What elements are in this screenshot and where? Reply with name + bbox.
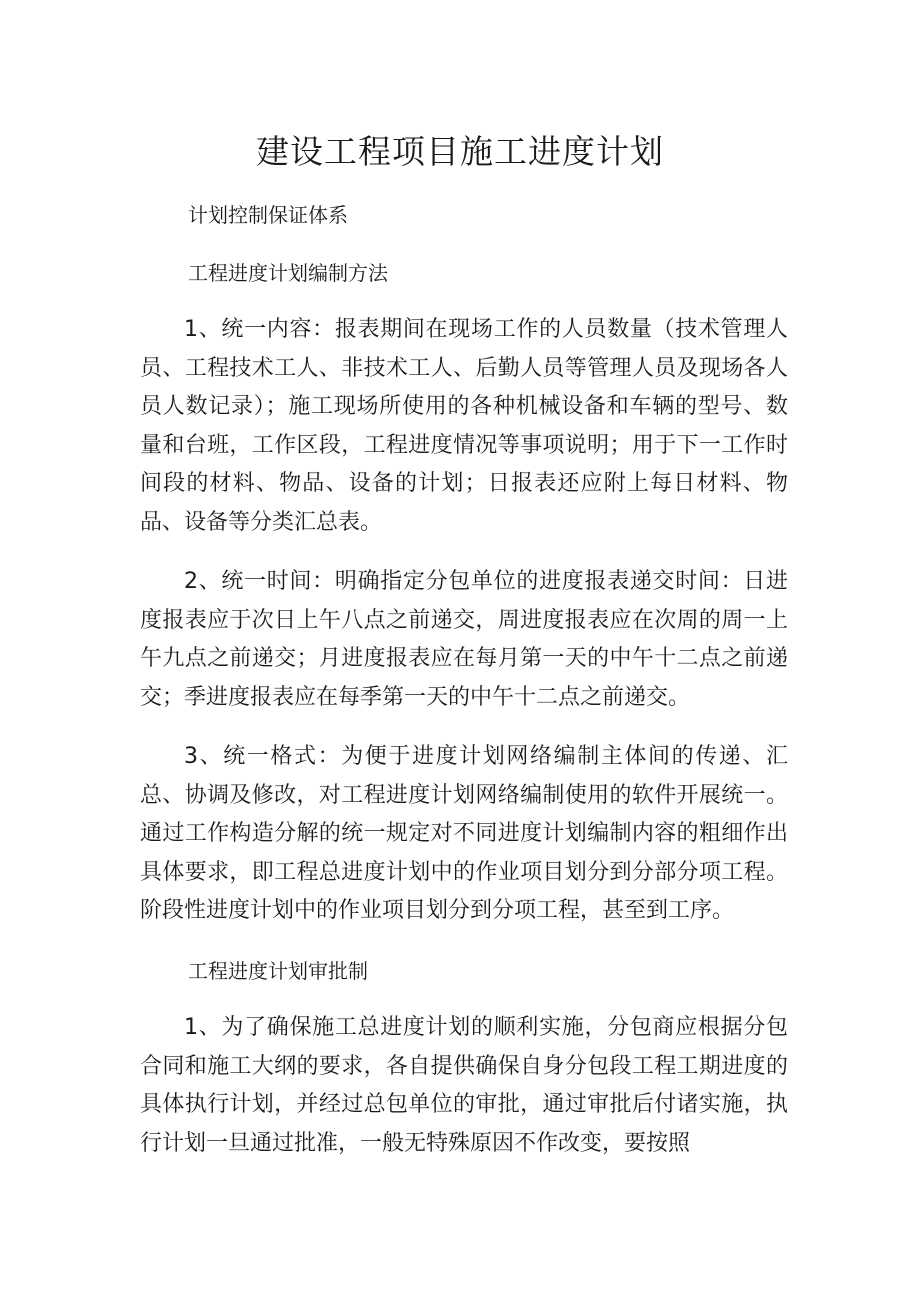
paragraph-unified-content: 1、统一内容：报表期间在现场工作的人员数量（技术管理人员、工程技术工人、非技术工人、后勤人员等管理人员及现场各人员人数记录）；施工现场所使用的各种机械设备和车辆的型号、数量和台班，工作区段，工程进度情况等事项说明；用于下一工作时间段的材料、物品、设备的计划；日报表还应附上每日材料、物品、设备等分类汇总表。 [140, 317, 788, 535]
subheading-approval-system: 工程进度计划审批制 [188, 958, 368, 983]
section-heading: 计划控制保证体系 [188, 203, 348, 227]
paragraph-unified-time: 2、统一时间：明确指定分包单位的进度报表递交时间：日进度报表应于次日上午八点之前递交，周进度报表应在次周的周一上午九点之前递交；月进度报表应在每月第一天的中午十二点之前递交；季进度报表应在每季第一天的中午十二点之前递交。 [140, 569, 788, 710]
document-body [140, 196, 788, 1184]
document-title: 建设工程项目施工进度计划 [256, 132, 664, 171]
paragraph-approval-execution: 1、为了确保施工总进度计划的顺利实施，分包商应根据分包合同和施工大纲的要求，各自提供确保自身分包段工程工期进度的具体执行计划，并经过总包单位的审批，通过审批后付诸实施，执行计划一旦通过批准，一般无特殊原因不作改变，要按照 [140, 1015, 788, 1156]
paragraph-unified-format: 3、统一格式：为便于进度计划网络编制主体间的传递、汇总、协调及修改，对工程进度计划网络编制使用的软件开展统一。通过工作构造分解的统一规定对不同进度计划编制内容的粗细作出具体要求，即工程总进度计划中的作业项目划分到分部分项工程。阶段性进度计划中的作业项目划分到分项工程，甚至到工序。 [140, 744, 788, 923]
subheading-preparation-method: 工程进度计划编制方法 [188, 260, 388, 285]
